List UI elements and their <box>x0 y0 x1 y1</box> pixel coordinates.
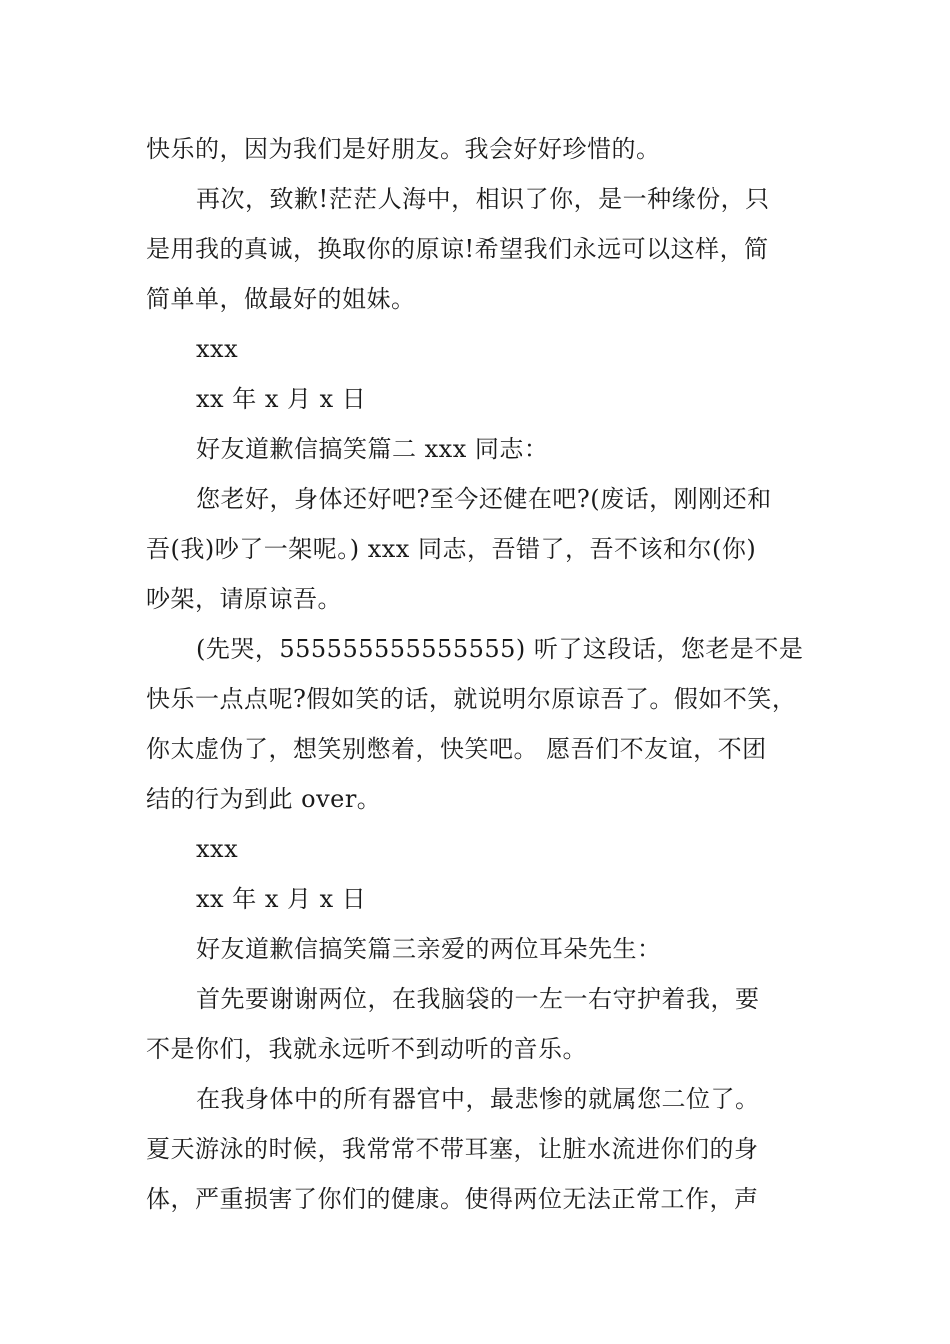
text-line: 是用我的真诚，换取你的原谅!希望我们永远可以这样，简 <box>146 235 769 263</box>
paragraph-first-line: 您老好，身体还好吧?至今还健在吧?(废话，刚刚还和 <box>196 485 772 513</box>
text-line: 结的行为到此 over。 <box>146 785 382 813</box>
date-line: xx 年 x 月 x 日 <box>196 885 367 913</box>
date-line: xx 年 x 月 x 日 <box>196 385 367 413</box>
text-line: 简单单，做最好的姐妹。 <box>146 285 416 313</box>
signature-line: xxx <box>196 835 239 863</box>
text-line: 吾(我)吵了一架呢。) xxx 同志，吾错了，吾不该和尔(你) <box>146 535 757 563</box>
paragraph-first-line: 首先要谢谢两位，在我脑袋的一左一右守护着我，要 <box>196 985 760 1013</box>
text-line: 快乐的，因为我们是好朋友。我会好好珍惜的。 <box>146 135 661 163</box>
section-heading: 好友道歉信搞笑篇三亲爱的两位耳朵先生： <box>196 935 662 963</box>
signature-line: xxx <box>196 335 239 363</box>
text-line: 夏天游泳的时候，我常常不带耳塞，让脏水流进你们的身 <box>146 1135 759 1163</box>
text-line: 快乐一点点呢?假如笑的话，就说明尔原谅吾了。假如不笑， <box>146 685 797 713</box>
text-line: 体，严重损害了你们的健康。使得两位无法正常工作，声 <box>146 1185 759 1213</box>
paragraph-first-line: 再次，致歉!茫茫人海中，相识了你，是一种缘份，只 <box>196 185 770 213</box>
text-line: 吵架，请原谅吾。 <box>146 585 342 613</box>
section-heading: 好友道歉信搞笑篇二 xxx 同志： <box>196 435 549 463</box>
paragraph-first-line: (先哭，555555555555555) 听了这段话，您老是不是 <box>196 635 804 663</box>
paragraph-first-line: 在我身体中的所有器官中，最悲惨的就属您二位了。 <box>196 1085 760 1113</box>
text-line: 不是你们，我就永远听不到动听的音乐。 <box>146 1035 587 1063</box>
text-line: 你太虚伪了，想笑别憋着，快笑吧。 愿吾们不友谊，不团 <box>146 735 767 763</box>
